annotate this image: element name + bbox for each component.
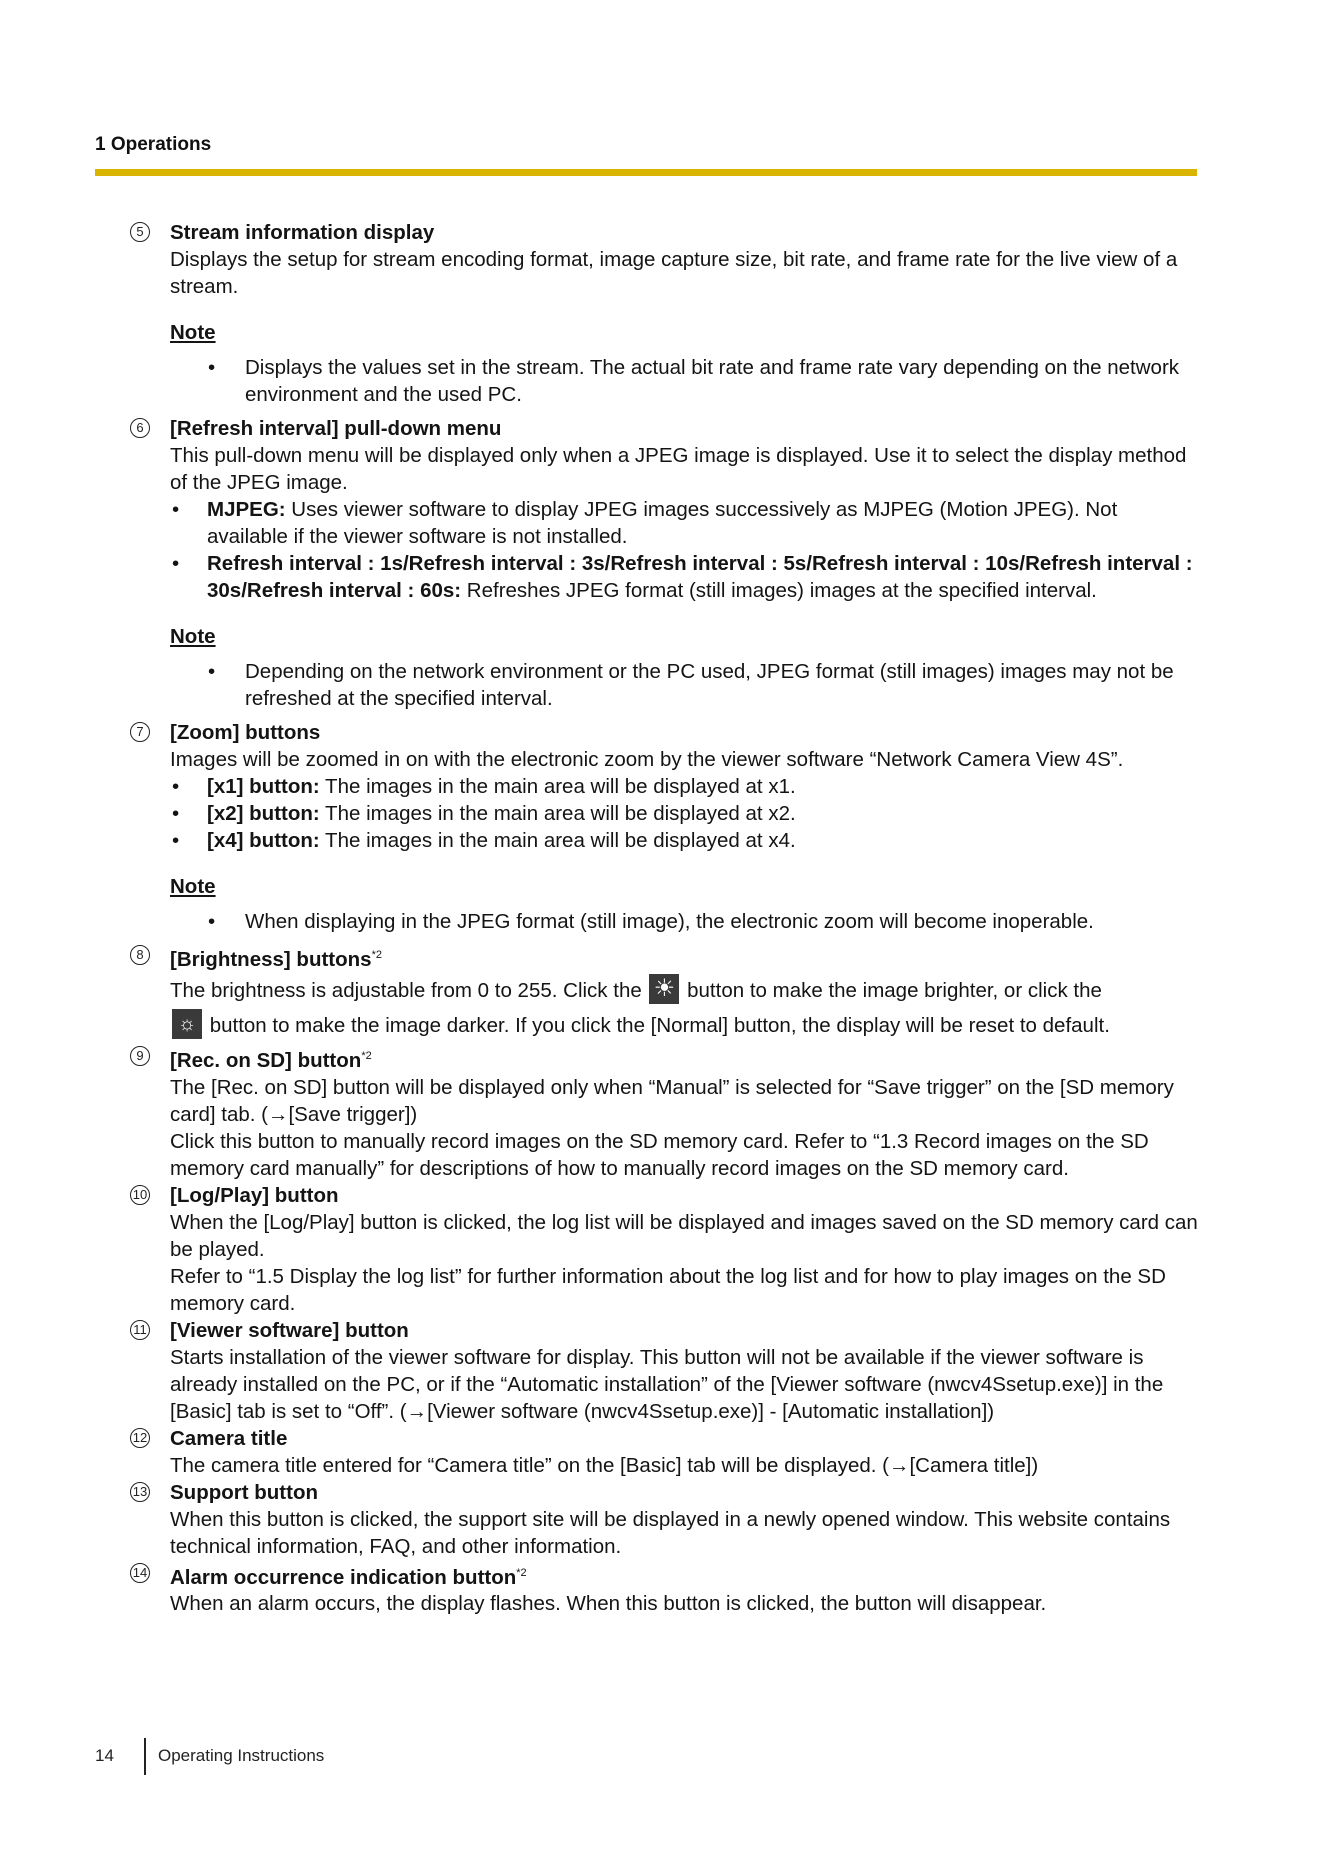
section-title [170,942,1198,973]
section-text [170,973,1198,1043]
section-viewer-software [130,1317,1198,1425]
bullet-text: The images in the main area will be displayed at x4. [319,829,796,852]
section-text: This pull-down menu will be displayed only when a JPEG image is displayed. Use it to select the display method of the JPEG image. [170,444,1187,494]
bullet-item [170,773,1198,800]
item-number: 8 [130,945,150,965]
item-number: 5 [130,222,150,242]
footnote-mark: *2 [371,949,382,961]
section-log-play [130,1182,1198,1317]
section-title-text: [Rec. on SD] button [170,1048,362,1072]
section-camera-title [130,1425,1198,1479]
section-refresh-interval [130,415,1198,712]
note-list [170,908,1198,935]
section-title: [Log/Play] button [170,1183,339,1207]
section-title [170,1043,1198,1074]
item-number: 12 [130,1428,150,1448]
item-number: 6 [130,418,150,438]
section-text: When an alarm occurs, the display flashes. When this button is clicked, the button will disappear. [170,1592,1047,1616]
section-title-text: [Brightness] buttons [170,947,372,971]
section-text: Click this button to manually record images on the SD memory card. Refer to “1.3 Record images on the SD memory card manually” for descriptions of how to manually record images on the SD memory card. [170,1129,1149,1180]
text-part: The brightness is adjustable from 0 to 255. Click the [170,978,648,1002]
section-text: Displays the setup for stream encoding format, image capture size, bit rate, and frame rate for the live view of a stream. [170,248,1178,298]
item-number: 11 [130,1320,150,1340]
bullet-text: The images in the main area will be displayed at x2. [319,802,796,825]
item-number: 9 [130,1046,150,1066]
bullet-label: [x1] button: [207,775,320,798]
section-title [170,1560,1198,1591]
note-item: • Displays the values set in the stream. The actual bit rate and frame rate vary depending on the network environment and the used PC. [170,354,1198,408]
section-title: [Refresh interval] pull-down menu [170,417,502,440]
section-text: Images will be zoomed in on with the electronic zoom by the viewer software “Network Camera View 4S”. [170,748,1124,771]
item-number: 10 [130,1185,150,1205]
bullet-text: The images in the main area will be displayed at x1. [319,775,796,798]
bullet-label: [x2] button: [207,802,320,825]
note-label: Note [170,875,216,898]
bullet-label: MJPEG: [207,498,286,521]
bullet-label: Refresh interval : 1s/Refresh interval : 3s/Refresh interval : 5s/Refresh interval : 10s/Refresh interval : 30s/Refresh interval : 60s: [207,552,1193,602]
section-title: [Viewer software] button [170,1318,409,1342]
bullet-list [170,773,1198,854]
bullet-text: Uses viewer software to display JPEG images successively as MJPEG (Motion JPEG). Not available if the viewer software is not installed. [207,498,1118,548]
section-text: The camera title entered for “Camera title” on the [Basic] tab will be displayed. (→[Camera title]) [170,1453,1039,1477]
text-part: button to make the image darker. If you click the [Normal] button, the display will be reset to default. [204,1013,1110,1037]
bullet-item [170,550,1198,604]
section-rec-on-sd [130,1043,1198,1182]
dark-sun-icon: ☼ [172,1009,202,1039]
bullet-item [170,800,1198,827]
section-title-text: Alarm occurrence indication button [170,1565,517,1589]
note-list [170,658,1198,712]
section-text: When the [Log/Play] button is clicked, the log list will be displayed and images saved on the SD memory card can be played. [170,1210,1198,1261]
item-number: 7 [130,722,150,742]
section-title: Stream information display [170,221,435,244]
text-part: button to make the image brighter, or click the [681,978,1102,1002]
section-title: Camera title [170,1426,288,1450]
bullet-text: Refreshes JPEG format (still images) images at the specified interval. [461,579,1097,602]
section-alarm-indication [130,1560,1198,1618]
bright-sun-icon: ☀ [649,974,679,1004]
chapter-heading: 1 Operations [95,134,212,155]
note-item: • Depending on the network environment or the PC used, JPEG format (still images) images may not be refreshed at the specified interval. [170,658,1198,712]
note-list [170,354,1198,408]
section-stream-info [130,219,1198,408]
page-number: 14 [95,1746,114,1765]
bullet-label: [x4] button: [207,829,320,852]
section-title: [Zoom] buttons [170,721,321,744]
content-body [130,219,1198,1617]
note-label: Note [170,625,216,648]
bullet-item [170,827,1198,854]
note-item: • When displaying in the JPEG format (still image), the electronic zoom will become inoperable. [170,908,1198,935]
section-text: Refer to “1.5 Display the log list” for further information about the log list and for how to play images on the SD memory card. [170,1264,1166,1315]
footnote-mark: *2 [516,1566,527,1579]
section-brightness-buttons [130,942,1198,1043]
chapter-rule [95,169,1197,176]
item-number: 14 [130,1563,150,1583]
section-text: Starts installation of the viewer software for display. This button will not be available if the viewer software is already installed on the PC, or if the “Automatic installation” of the [Viewer software (nwcv4Ssetup.exe)] in the [Basic] tab is set to “Off”. (→[Viewer software (nwcv4Ssetup.exe)] - [Automatic installation]) [170,1345,1164,1423]
section-title: Support button [170,1480,319,1504]
section-zoom-buttons [130,719,1198,935]
bullet-list [170,496,1198,604]
footer-divider [144,1738,146,1775]
footnote-mark: *2 [361,1049,372,1062]
bullet-item [170,496,1198,550]
section-support-button [130,1479,1198,1560]
item-number: 13 [130,1482,150,1502]
section-text: When this button is clicked, the support site will be displayed in a newly opened window. This website contains technical information, FAQ, and other information. [170,1507,1171,1558]
note-label: Note [170,321,216,344]
footer-doc-title: Operating Instructions [158,1746,325,1765]
section-text: The [Rec. on SD] button will be displayed only when “Manual” is selected for “Save trigger” on the [SD memory card] tab. (→[Save trigger]) [170,1075,1174,1126]
